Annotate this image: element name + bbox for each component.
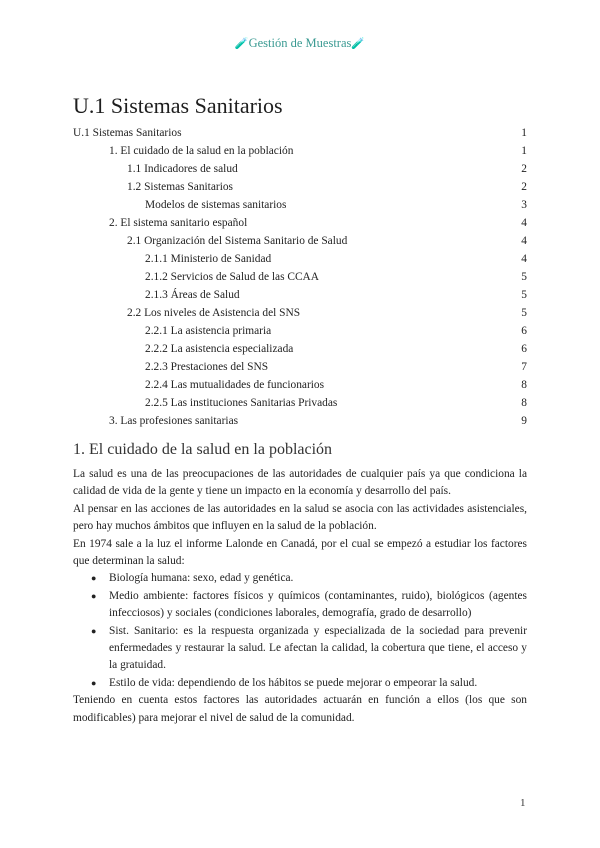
list-item (91, 570, 527, 587)
toc-entry-text[interactable]: 1. El cuidado de la salud en la población (109, 145, 294, 157)
bullet-icon: ● (91, 625, 97, 636)
paragraph: Al pensar en las acciones de las autoridades en la salud se asocia con las actividades asistenciales, pero hay muchos ámbitos que influyen en la salud de la población. (73, 502, 527, 533)
list-item-text: Medio ambiente: factores físicos y químicos (contaminantes, ruido), biológicos (agentes infecciosos) y sociales (condiciones laborales, demografía, grado de desarrollo) (109, 589, 527, 620)
toc-entry-text[interactable]: 2. El sistema sanitario español (109, 217, 248, 229)
header-text: Gestión de Muestras (248, 36, 352, 50)
table-of-contents (73, 124, 527, 430)
toc-entry-text[interactable]: 2.1.3 Áreas de Salud (145, 289, 240, 301)
toc-entry-text[interactable]: 2.1.1 Ministerio de Sanidad (145, 253, 272, 265)
page-header (0, 36, 600, 51)
toc-entry[interactable] (73, 268, 527, 286)
toc-entry[interactable] (73, 142, 527, 160)
bullet-icon: ● (91, 677, 97, 688)
test-tube-icon: 🧪 (351, 38, 366, 50)
paragraph: La salud es una de las preocupaciones de las autoridades de cualquier país ya que condiciona la calidad de vida de la gente y tiene un impacto en la economía y desarrollo del país. (73, 468, 527, 498)
toc-entry-page: 8 (521, 397, 527, 409)
toc-entry-page: 5 (521, 289, 527, 301)
toc-entry-text[interactable]: 3. Las profesiones sanitarias (109, 415, 239, 427)
toc-entry-text[interactable]: U.1 Sistemas Sanitarios (73, 127, 182, 139)
bullet-icon: ● (91, 573, 97, 584)
toc-entry-text[interactable]: 2.2.5 Las instituciones Sanitarias Privadas (145, 397, 338, 409)
toc-entry-page: 5 (521, 271, 527, 283)
page-number: 1 (520, 797, 526, 809)
toc-entry-text[interactable]: 1.1 Indicadores de salud (127, 163, 238, 175)
toc-entry[interactable] (73, 232, 527, 250)
toc-entry-page: 7 (521, 361, 527, 373)
toc-entry-text[interactable]: 2.1 Organización del Sistema Sanitario de Salud (127, 235, 348, 247)
toc-entry-page: 8 (521, 379, 527, 391)
toc-entry-page: 6 (521, 325, 527, 337)
toc-entry[interactable] (73, 286, 527, 304)
toc-entry-text[interactable]: Modelos de sistemas sanitarios (145, 199, 287, 211)
toc-entry-page: 5 (521, 307, 527, 319)
toc-entry-page: 9 (521, 415, 527, 427)
toc-entry-text[interactable]: 2.2.2 La asistencia especializada (145, 343, 294, 355)
bullet-list (73, 570, 527, 692)
list-item-text: Biología humana: sexo, edad y genética. (109, 572, 294, 585)
toc-entry-page: 2 (521, 181, 527, 193)
toc-entry[interactable] (73, 304, 527, 322)
toc-entry-page: 1 (521, 145, 527, 157)
list-item-text: Estilo de vida: dependiendo de los hábitos se puede mejorar o empeorar la salud. (109, 676, 478, 689)
toc-entry[interactable] (73, 358, 527, 376)
toc-entry-text[interactable]: 2.2.1 La asistencia primaria (145, 325, 272, 337)
bullet-icon: ● (91, 590, 97, 601)
toc-entry[interactable] (73, 250, 527, 268)
toc-entry[interactable] (73, 178, 527, 196)
toc-entry[interactable] (73, 394, 527, 412)
toc-entry-text[interactable]: 2.2.3 Prestaciones del SNS (145, 361, 269, 373)
toc-entry[interactable] (73, 322, 527, 340)
toc-entry-text[interactable]: 2.1.2 Servicios de Salud de las CCAA (145, 271, 320, 283)
list-item (91, 675, 527, 692)
paragraph: En 1974 sale a la luz el informe Lalonde en Canadá, por el cual se empezó a estudiar los factores que determinan la salud: (73, 537, 527, 568)
toc-entry-page: 1 (521, 127, 527, 139)
toc-entry[interactable] (73, 214, 527, 232)
list-item-text: Sist. Sanitario: es la respuesta organizada y especializada de la sociedad para prevenir enfermedades y restaurar la salud. Le afectan la calidad, la cobertura que tiene, el acceso y la gratuidad. (109, 624, 527, 672)
toc-entry-page: 6 (521, 343, 527, 355)
toc-entry[interactable] (73, 412, 527, 430)
toc-entry[interactable] (73, 340, 527, 358)
list-item (91, 588, 527, 623)
toc-entry-page: 4 (521, 217, 527, 229)
test-tube-icon: 🧪 (234, 38, 249, 50)
toc-entry-text[interactable]: 1.2 Sistemas Sanitarios (127, 181, 233, 193)
list-item (91, 623, 527, 675)
toc-entry[interactable] (73, 124, 527, 142)
toc-entry[interactable] (73, 376, 527, 394)
toc-entry-page: 4 (521, 253, 527, 265)
toc-entry[interactable] (73, 160, 527, 178)
toc-entry-text[interactable]: 2.2.4 Las mutualidades de funcionarios (145, 379, 325, 391)
paragraph: Teniendo en cuenta estos factores las autoridades actuarán en función a ellos (los que son modificables) para mejorar el nivel de salud de la comunidad. (73, 694, 527, 724)
toc-entry-page: 4 (521, 235, 527, 247)
toc-entry-page: 3 (521, 199, 527, 211)
toc-entry[interactable] (73, 196, 527, 214)
toc-entry-text[interactable]: 2.2 Los niveles de Asistencia del SNS (127, 307, 301, 319)
page-title: U.1 Sistemas Sanitarios (73, 93, 283, 118)
section-body (73, 466, 527, 727)
toc-entry-page: 2 (521, 163, 527, 175)
section-heading: 1. El cuidado de la salud en la población (73, 441, 333, 458)
